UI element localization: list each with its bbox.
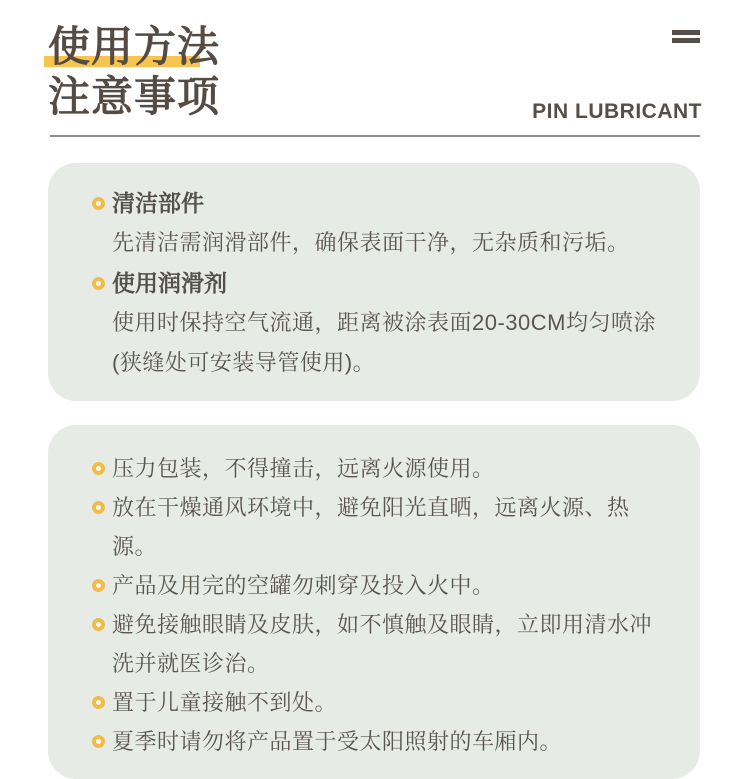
- usage-item-body: 使用时保持空气流通，距离被涂表面20-30CM均匀喷涂(狭缝处可安装导管使用)。: [112, 310, 656, 375]
- ring-bullet-icon: [92, 579, 105, 592]
- title-line-1: [48, 22, 220, 72]
- ring-bullet-icon: [92, 197, 105, 210]
- caution-notes-card: [48, 425, 700, 779]
- highlighted-title: [48, 22, 220, 72]
- header: [48, 22, 702, 124]
- ring-bullet-icon: [92, 501, 105, 514]
- caution-item: 夏季时请勿将产品置于受太阳照射的车厢内。: [92, 722, 672, 761]
- page-title: [48, 22, 220, 124]
- title-text-1: 使用方法: [48, 23, 221, 70]
- header-right: [532, 22, 702, 124]
- usage-item-body: 先清洁需润滑部件，确保表面干净，无杂质和污垢。: [112, 230, 630, 255]
- title-line-2: 注意事项: [48, 73, 221, 120]
- subtitle-english: PIN LUBRICANT: [532, 100, 702, 123]
- ring-bullet-icon: [92, 618, 105, 631]
- ring-bullet-icon: [92, 462, 105, 475]
- ring-bullet-icon: [92, 696, 105, 709]
- header-divider: [50, 135, 700, 137]
- usage-instructions-card: [48, 163, 700, 401]
- caution-item: 产品及用完的空罐勿刺穿及投入火中。: [92, 566, 672, 605]
- ring-bullet-icon: [92, 277, 105, 290]
- usage-item-heading: 使用润滑剂: [112, 270, 227, 296]
- usage-item-heading: 清洁部件: [112, 190, 204, 216]
- caution-item: 放在干燥通风环境中，避免阳光直晒，远离火源、热源。: [92, 488, 672, 566]
- caution-item: 避免接触眼睛及皮肤，如不慎触及眼睛，立即用清水冲洗并就医诊治。: [92, 605, 672, 683]
- equals-icon: [672, 30, 700, 44]
- usage-item: [92, 263, 664, 383]
- ring-bullet-icon: [92, 735, 105, 748]
- caution-item: 置于儿童接触不到处。: [92, 683, 672, 722]
- caution-item: 压力包装，不得撞击，远离火源使用。: [92, 449, 672, 488]
- usage-item: [92, 183, 664, 263]
